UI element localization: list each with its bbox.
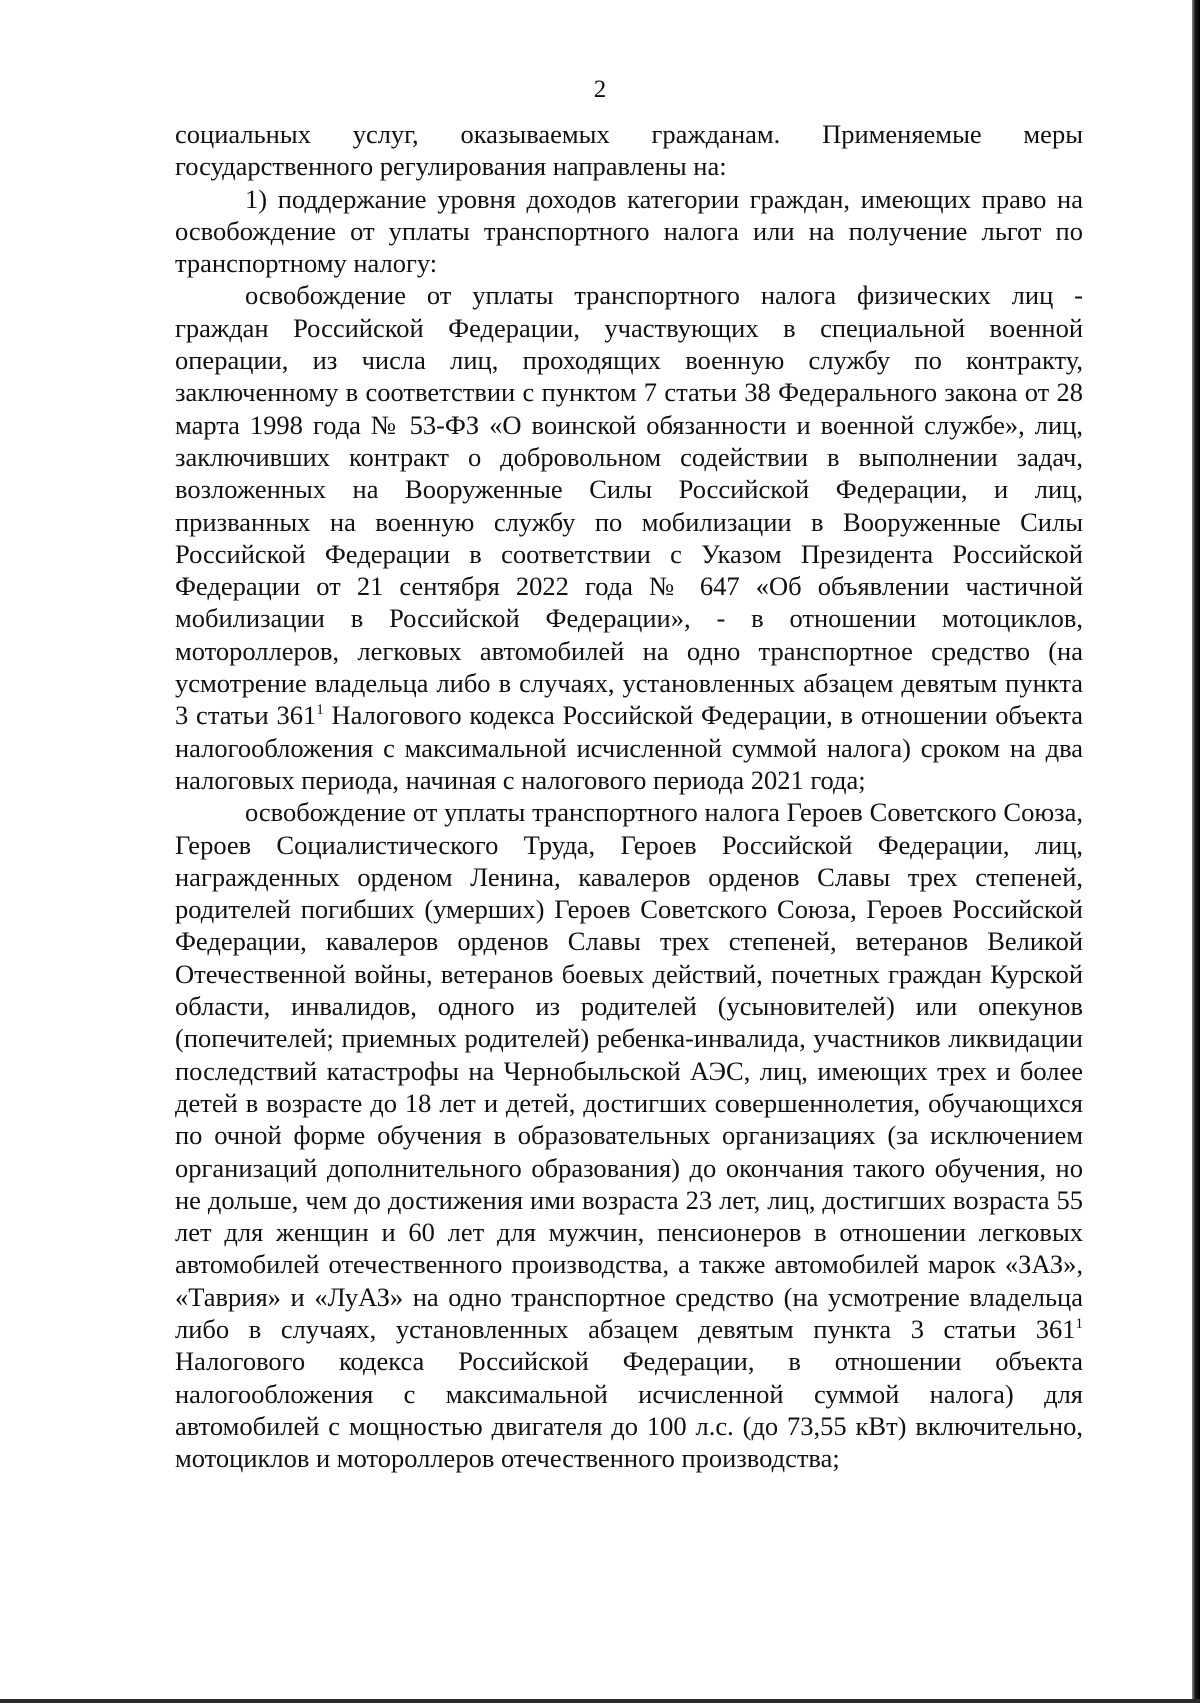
paragraph-text: Налогового кодекса Российской Федерации, в отношении объекта налогообложения с максимальной исчисленной суммой налога) для автомобилей с мощностью двигателя до 100 л.с. (до 73,55 кВт) включительно, мотоциклов и мотороллеров отечественного производства; (175, 1346, 1083, 1474)
paragraph-text: Налогового кодекса Российской Федерации, в отношении объекта налогообложения с максимальной исчисленной суммой налога) сроком на два налоговых периода, начиная с налогового периода 2021 года; (175, 700, 1083, 795)
paragraph-text: освобождение от уплаты транспортного налога Героев Советского Союза, Героев Социалистического Труда, Героев Российской Федерации, лиц, награжденных орденом Ленина, кавалеров орденов Славы трех степеней, родителей погибших (умерших) Героев Советского Союза, Героев Российской Федерации, кавалеров орденов Славы трех степеней, ветеранов Великой Отечественной войны, ветеранов боевых действий, почетных граждан Курской области, инвалидов, одного из родителей (усыновителей) или опекунов (попечителей; приемных родителей) ребенка-инвалида, участников ликвидации последствий катастрофы на Чернобыльской АЭС, лиц, имеющих трех и более детей в возрасте до 18 лет и детей, достигших совершеннолетия, обучающихся по очной форме обучения в образовательных организациях (за исключением организаций дополнительного образования) до окончания такого обучения, но не дольше, чем до достижения ими возраста 23 лет, лиц, достигших возраста 55 лет для женщин и 60 лет для мужчин, пенсионеров в отношении легковых автомобилей отечественного производства, а также автомобилей марок «ЗАЗ», «Таврия» и «ЛуАЗ» на одно транспортное средство (на усмотрение владельца либо в случаях, установленных абзацем девятым пункта 3 статьи 361 (175, 797, 1083, 1344)
paragraph-text: освобождение от уплаты транспортного налога физических лиц - граждан Российской Федерации, участвующих в специальной военной операции, из числа лиц, проходящих военную службу по контракту, заключенному в соответствии с пунктом 7 статьи 38 Федерального закона от 28 марта 1998 года № 53-ФЗ «О воинской обязанности и военной службе», лиц, заключивших контракт о добровольном содействии в выполнении задач, возложенных на Вооруженные Силы Российской Федерации, и лиц, призванных на военную службу по мобилизации в Вооруженные Силы Российской Федерации в соответствии с Указом Президента Российской Федерации от 21 сентября 2022 года № 647 «Об объявлении частичной мобилизации в Российской Федерации», - в отношении мотоциклов, мотороллеров, легковых автомобилей на одно транспортное средство (на усмотрение владельца либо в случаях, установленных абзацем девятым пункта 3 статьи 361 (175, 280, 1083, 731)
paragraph-svo-exemption (175, 279, 1083, 796)
document-body (175, 118, 1083, 1474)
article-superscript: 1 (316, 702, 324, 719)
scan-edge (1192, 0, 1200, 1703)
paragraph-item-1: 1) поддержание уровня доходов категории граждан, имеющих право на освобождение от уплаты транспортного налога или на получение льгот по транспортному налогу: (175, 183, 1083, 279)
paragraph-heroes-exemption (175, 796, 1083, 1474)
scan-edge-bottom (0, 1699, 1200, 1703)
article-superscript: 1 (1075, 1315, 1083, 1332)
paragraph-continuation: социальных услуг, оказываемых гражданам. Применяемые меры государственного регулирования направлены на: (175, 119, 1083, 182)
page-number: 2 (593, 76, 607, 103)
